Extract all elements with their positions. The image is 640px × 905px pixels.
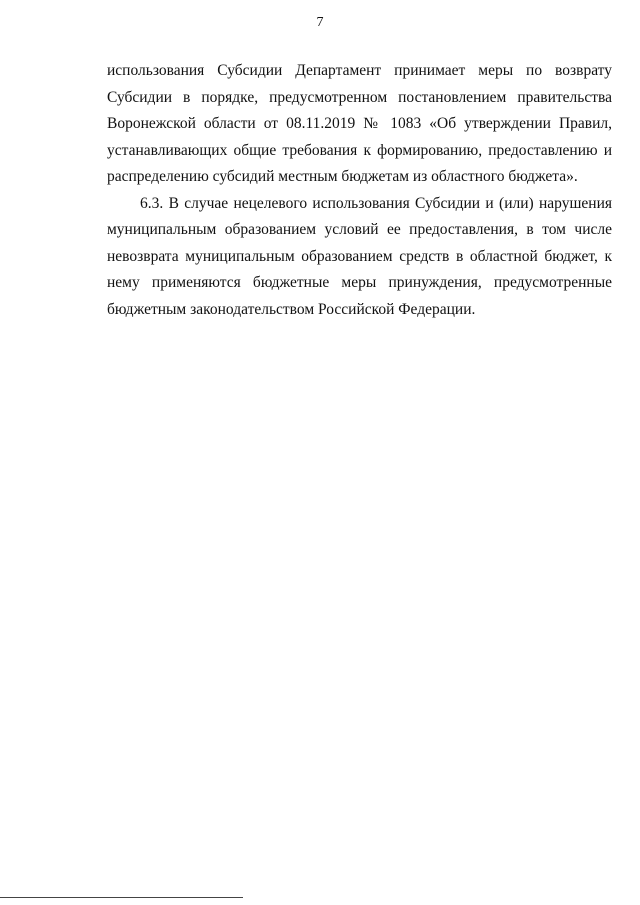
paragraph-continuation: использования Субсидии Департамент принимает меры по возврату Субсидии в порядке, предусмотренном постановлением правительства Воронежской области от 08.11.2019 № 1083 «Об утверждении Правил, устанавливающих общие требования к формированию, предоставлению и распределению субсидий местным бюджетам из областного бюджета». <box>107 62 612 185</box>
document-body <box>107 58 612 323</box>
paragraph-6-3: 6.3. В случае нецелевого использования Субсидии и (или) нарушения муниципальным образованием условий ее предоставления, в том числе невозврата муниципальным образованием средств в областной бюджет, к нему применяются бюджетные меры принуждения, предусмотренные бюджетным законодательством Российской Федерации. <box>107 194 612 318</box>
page-number: 7 <box>316 15 324 30</box>
footer-divider <box>0 897 243 898</box>
